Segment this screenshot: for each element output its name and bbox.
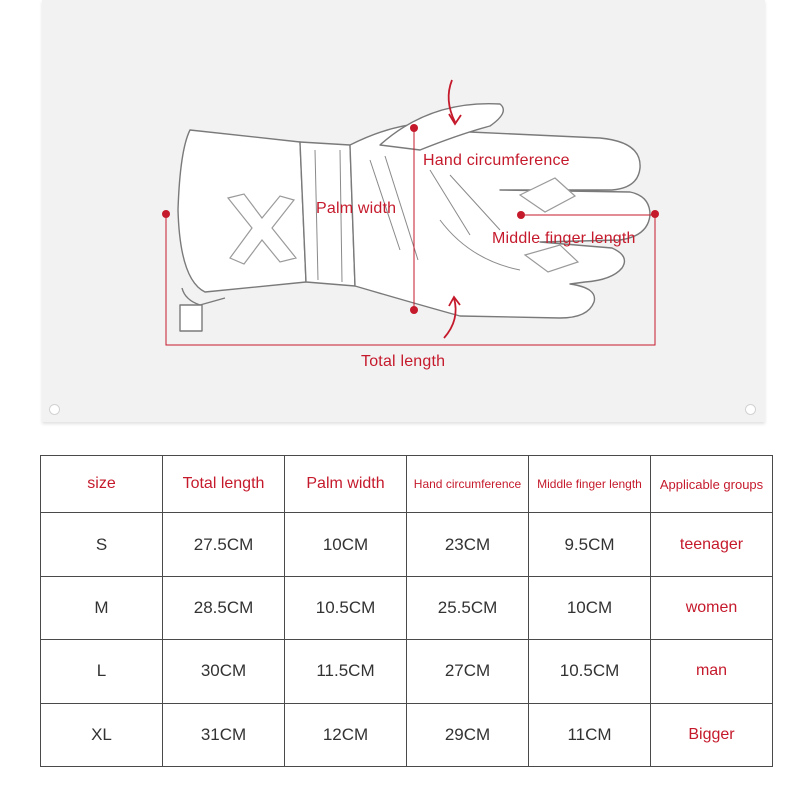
cell-palm-width: 12CM [285, 703, 407, 766]
middle-finger-length-label: Middle finger length [492, 230, 636, 247]
palm-width-bottom-dot [410, 306, 418, 314]
header-size: size [41, 456, 163, 513]
table-row [41, 703, 773, 766]
header-total-length: Total length [163, 456, 285, 513]
cell-size: S [41, 513, 163, 576]
cell-hand-circumference: 23CM [407, 513, 529, 576]
hand-circumference-label: Hand circumference [423, 152, 570, 169]
header-applicable-groups: Applicable groups [651, 456, 773, 513]
table-row [41, 576, 773, 639]
header-middle-finger-length: Middle finger length [529, 456, 651, 513]
total-length-label: Total length [361, 353, 446, 370]
total-length-start-dot [162, 210, 170, 218]
palm-width-top-dot [410, 124, 418, 132]
cell-total-length: 31CM [163, 703, 285, 766]
cell-middle-finger-length: 10.5CM [529, 640, 651, 703]
table-header-row [41, 456, 773, 513]
cell-size: L [41, 640, 163, 703]
cell-hand-circumference: 25.5CM [407, 576, 529, 639]
table-row [41, 513, 773, 576]
cell-palm-width: 10CM [285, 513, 407, 576]
middle-finger-dot [517, 211, 525, 219]
cell-palm-width: 10.5CM [285, 576, 407, 639]
size-chart-table [40, 455, 773, 767]
cell-palm-width: 11.5CM [285, 640, 407, 703]
cell-hand-circumference: 27CM [407, 640, 529, 703]
cell-middle-finger-length: 10CM [529, 576, 651, 639]
cell-group: women [651, 576, 773, 639]
table-row [41, 640, 773, 703]
total-length-end-dot [651, 210, 659, 218]
cell-middle-finger-length: 9.5CM [529, 513, 651, 576]
palm-width-label: Palm width [316, 200, 397, 217]
cell-total-length: 28.5CM [163, 576, 285, 639]
cell-group: man [651, 640, 773, 703]
cell-group: Bigger [651, 703, 773, 766]
cell-size: M [41, 576, 163, 639]
header-hand-circumference: Hand circumference [407, 456, 529, 513]
cell-middle-finger-length: 11CM [529, 703, 651, 766]
cell-hand-circumference: 29CM [407, 703, 529, 766]
header-palm-width: Palm width [285, 456, 407, 513]
cell-total-length: 27.5CM [163, 513, 285, 576]
cell-size: XL [41, 703, 163, 766]
cell-group: teenager [651, 513, 773, 576]
cell-total-length: 30CM [163, 640, 285, 703]
